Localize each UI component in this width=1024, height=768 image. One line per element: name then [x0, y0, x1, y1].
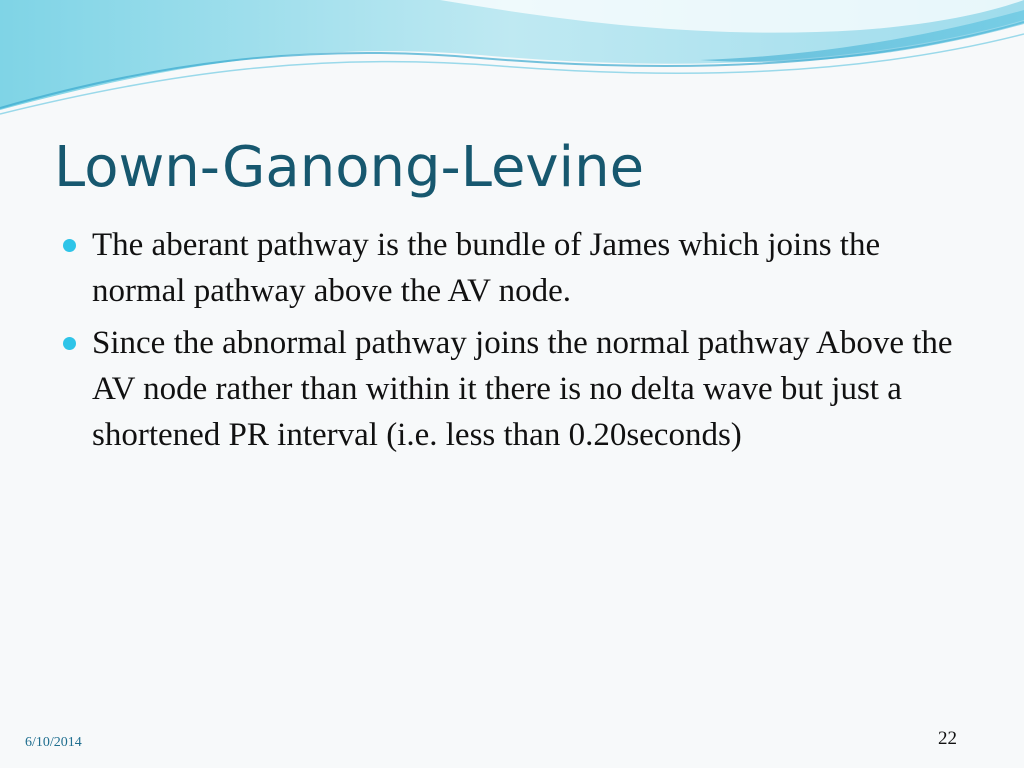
bullet-item — [60, 222, 970, 314]
page-number: 22 — [938, 728, 957, 749]
bullet-dot-icon — [63, 239, 76, 252]
bullet-item — [60, 320, 970, 458]
bullet-text: The aberant pathway is the bundle of James which joins the normal pathway above the AV node. — [92, 227, 881, 309]
bullet-list — [60, 222, 970, 464]
bullet-text: Since the abnormal pathway joins the normal pathway Above the AV node rather than within it there is no delta wave but just a shortened PR interval (i.e. less than 0.20seconds) — [92, 325, 953, 453]
footer-date: 6/10/2014 — [25, 735, 82, 750]
bullet-dot-icon — [63, 337, 76, 350]
header-wave-decoration — [0, 0, 1024, 130]
slide-title: Lown-Ganong-Levine — [54, 135, 645, 200]
